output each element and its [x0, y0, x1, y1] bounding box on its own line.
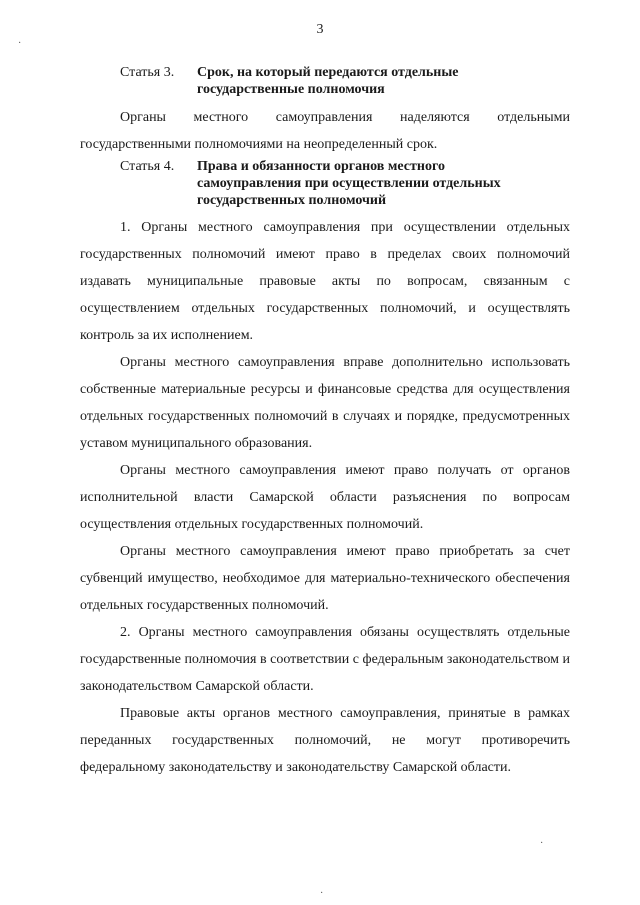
article-3-label: Статья 3.	[120, 65, 175, 80]
scan-speck: ·	[540, 838, 544, 849]
article-4-paragraph-5: 2. Органы местного самоуправления обязаны осуществлять отдельные государственные полномочия в соответствии с федеральным законодательством и законодательством Самарской области.	[80, 625, 570, 694]
article-4-paragraph-3: Органы местного самоуправления имеют право получать от органов исполнительной власти Самарской области разъяснения по вопросам осуществления отдельных государственных полномочий.	[80, 463, 570, 532]
scan-speck: ·	[18, 38, 22, 49]
article-4-paragraph-6: Правовые акты органов местного самоуправления, принятые в рамках переданных государственных полномочий, не могут противоречить федеральному законодательству и законодательству Самарской области.	[80, 706, 570, 775]
article-3-title: Срок, на который передаются отдельные государственные полномочия	[197, 65, 459, 97]
scan-speck: ·	[320, 888, 324, 899]
page-number: 3	[316, 22, 324, 37]
article-3-paragraph-1: Органы местного самоуправления наделяются отдельными государственными полномочиями на неопределенный срок.	[80, 110, 570, 152]
article-4-paragraph-2: Органы местного самоуправления вправе дополнительно использовать собственные материальные ресурсы и финансовые средства для осуществления отдельных государственных полномочий в случаях и порядке, предусмотренных уставом муниципального образования.	[80, 355, 570, 451]
article-4-paragraph-1: 1. Органы местного самоуправления при осуществлении отдельных государственных полномочий имеют право в пределах своих полномочий издавать муниципальные правовые акты по вопросам, связанным с осуществлением отдельных государственных полномочий, и осуществлять контроль за их исполнением.	[80, 220, 570, 343]
article-4-label: Статья 4.	[120, 159, 175, 174]
article-4-title: Права и обязанности органов местного самоуправления при осуществлении отдельных государственных полномочий	[197, 159, 501, 208]
article-4-paragraph-4: Органы местного самоуправления имеют право приобретать за счет субвенций имущество, необходимое для материально-технического обеспечения отдельных государственных полномочий.	[80, 544, 570, 613]
